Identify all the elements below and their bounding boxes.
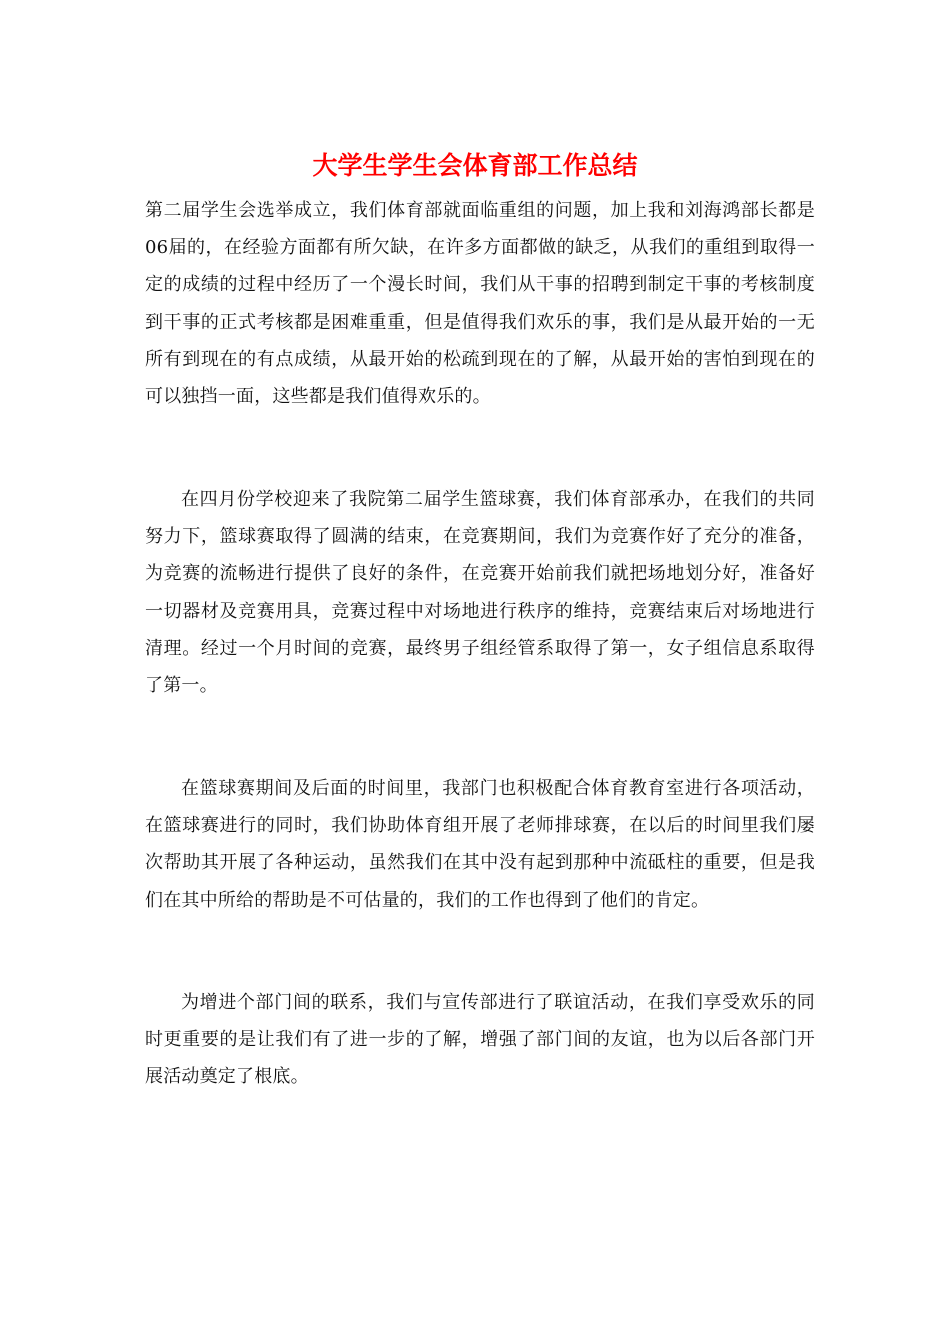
- paragraph-1: 第二届学生会选举成立，我们体育部就面临重组的问题，加上我和刘海鸿部长都是06届的，在经验方面都有所欠缺，在许多方面都做的缺乏，从我们的重组到取得一定的成绩的过程中经历了一个漫长时间，我们从干事的招聘到制定干事的考核制度到干事的正式考核都是困难重重，但是值得我们欢乐的事，我们是从最开始的一无所有到现在的有点成绩，从最开始的松疏到现在的了解，从最开始的害怕到现在的可以独挡一面，这些都是我们值得欢乐的。: [145, 200, 815, 408]
- document-title: 大学生学生会体育部工作总结: [312, 151, 638, 180]
- paragraph-4: 为增进个部门间的联系，我们与宣传部进行了联谊活动，在我们享受欢乐的同时更重要的是让我们有了进一步的了解，增强了部门间的友谊，也为以后各部门开展活动奠定了根底。: [145, 992, 815, 1088]
- paragraph-2: 在四月份学校迎来了我院第二届学生篮球赛，我们体育部承办，在我们的共同努力下，篮球赛取得了圆满的结束，在竞赛期间，我们为竞赛作好了充分的准备，为竞赛的流畅进行提供了良好的条件，在竞赛开始前我们就把场地划分好，准备好一切器材及竞赛用具，竞赛过程中对场地进行秩序的维持，竞赛结束后对场地进行清理。经过一个月时间的竞赛，最终男子组经管系取得了第一，女子组信息系取得了第一。: [145, 489, 815, 697]
- paragraph-3: 在篮球赛期间及后面的时间里，我部门也积极配合体育教育室进行各项活动，在篮球赛进行的同时，我们协助体育组开展了老师排球赛，在以后的时间里我们屡次帮助其开展了各种运动，虽然我们在其中没有起到那种中流砥柱的重要，但是我们在其中所给的帮助是不可估量的，我们的工作也得到了他们的肯定。: [145, 778, 815, 911]
